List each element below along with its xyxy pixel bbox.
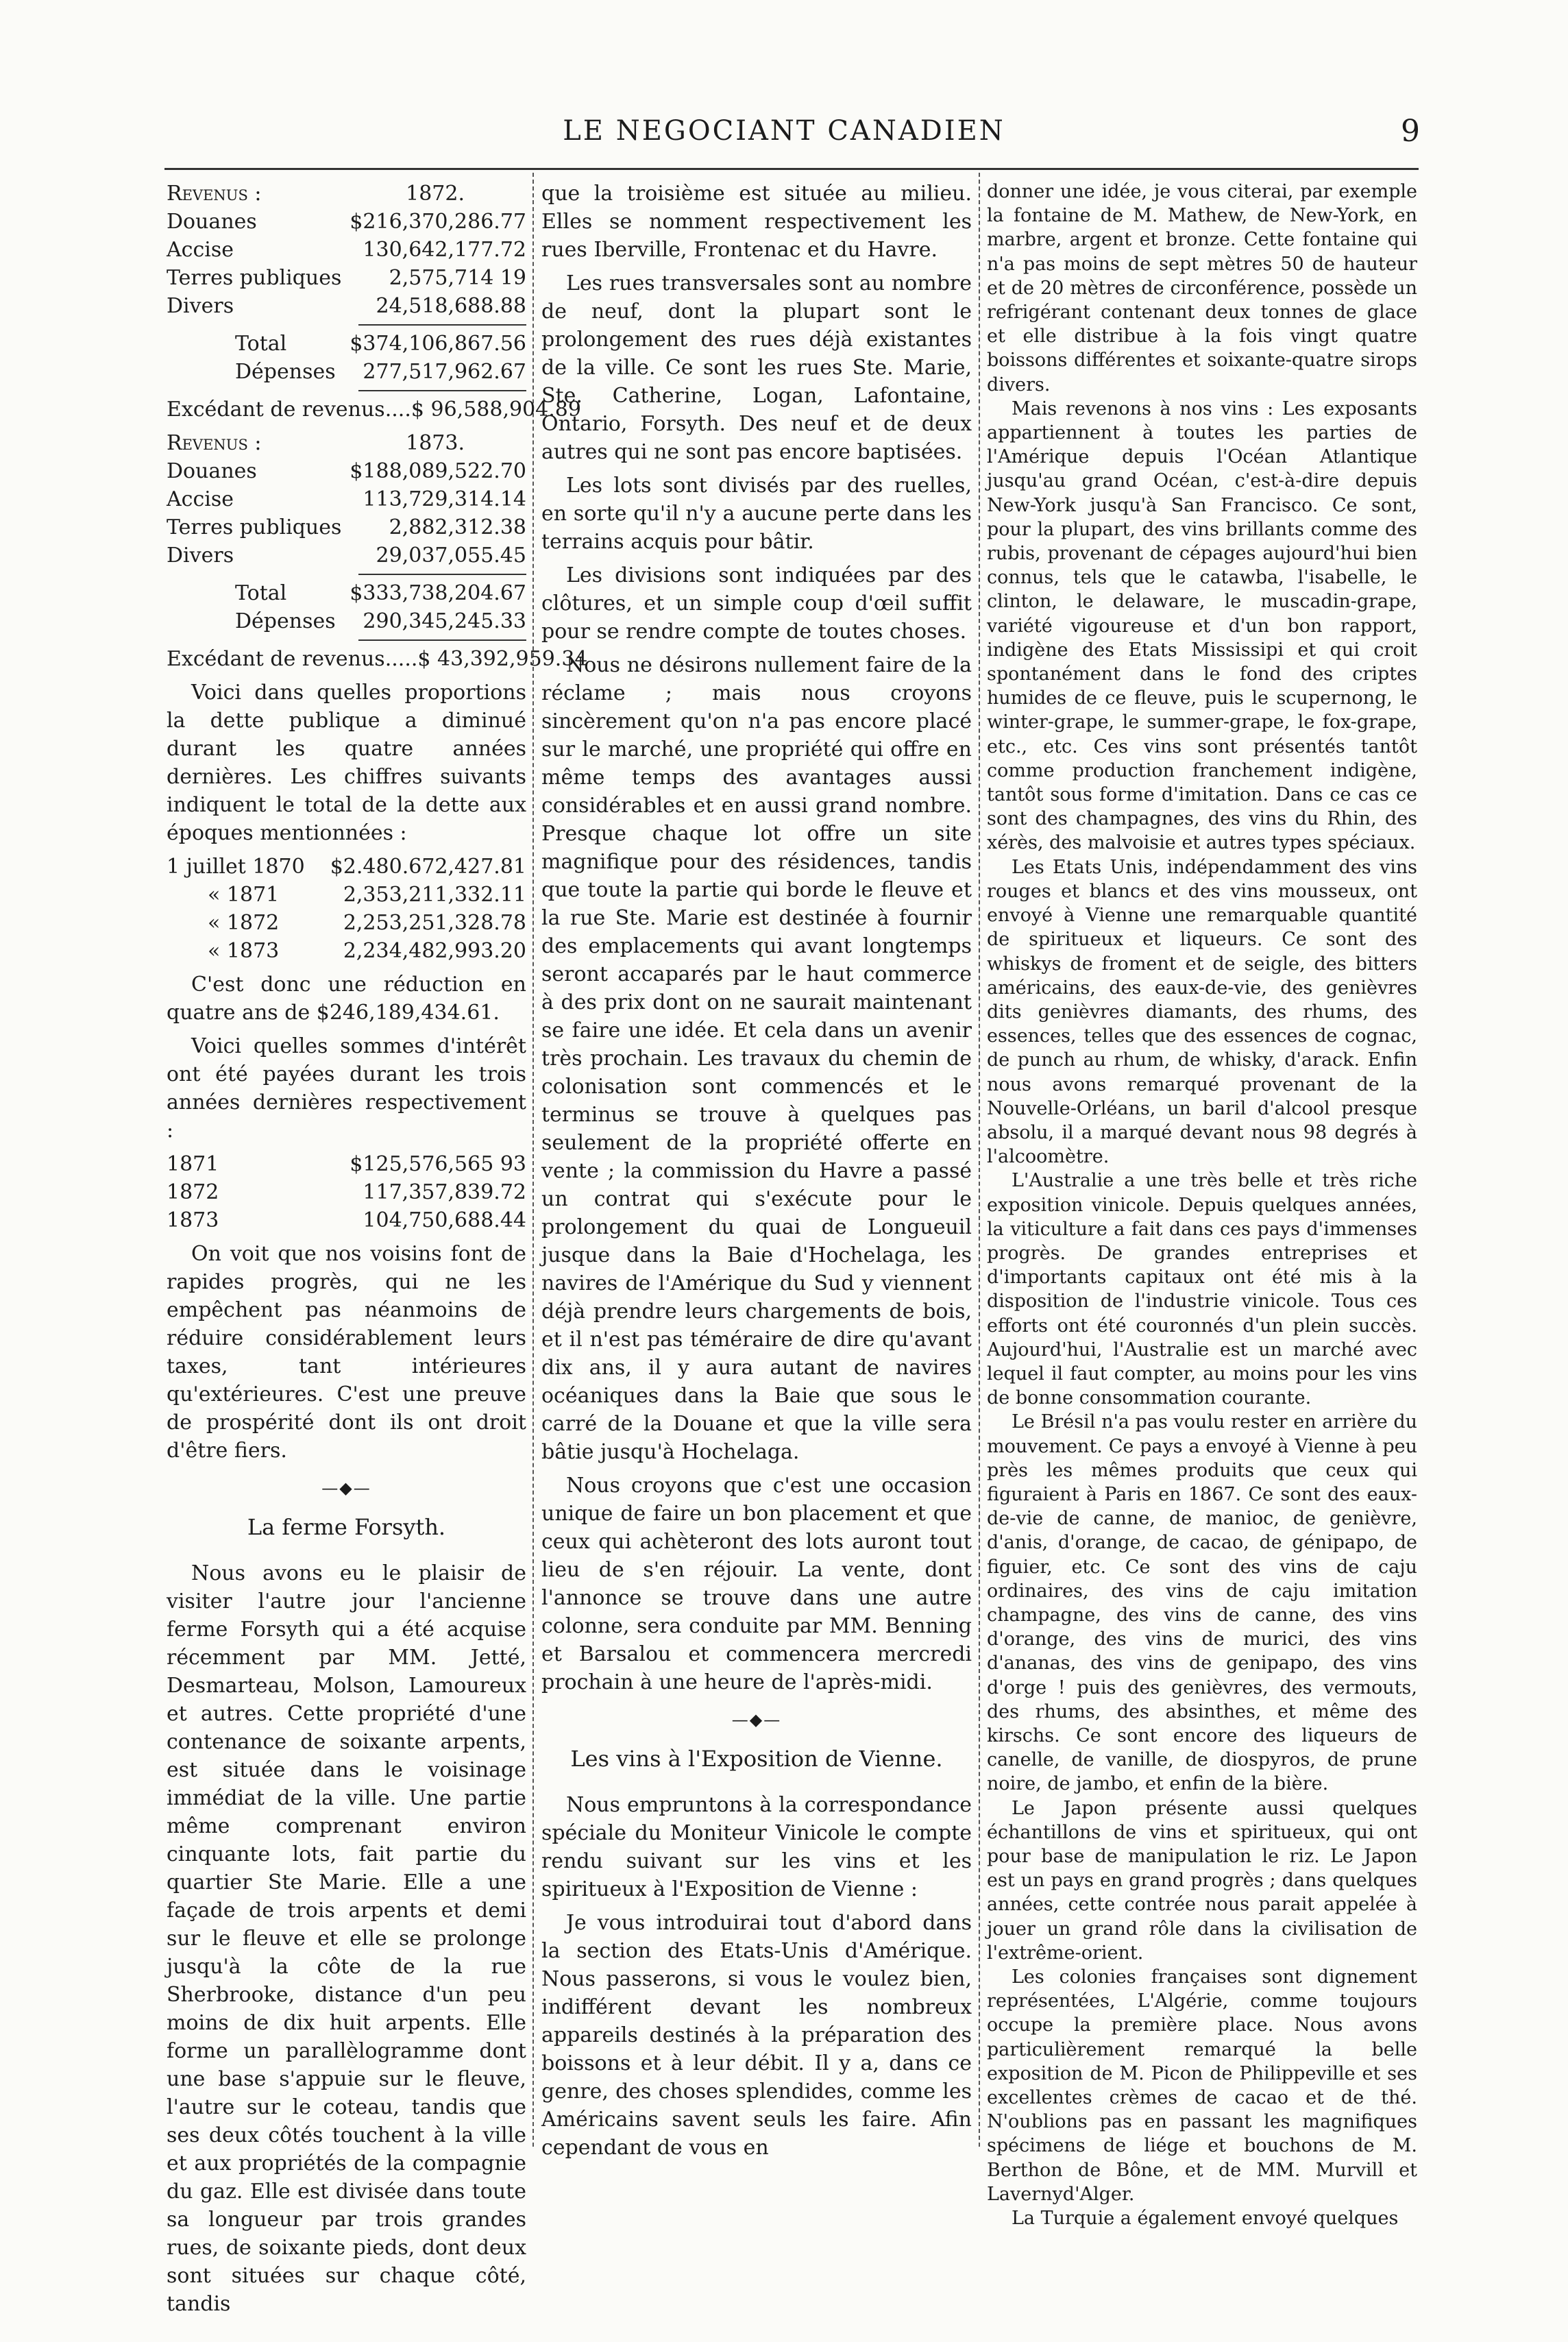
depenses-row: Dépenses 290,345,245.33 bbox=[235, 609, 526, 633]
vins-paragraph: Je vous introduirai tout d'abord dans la section des Etats-Unis d'Amérique. Nous passerons, si vous le voulez bien, indifférent devant les nombreux appareils destinés à la préparation des boissons et à leur débit. Il y a, dans ce genre, des choses splendides, comme les Américains savent seuls les faire. Afin cependant de vous en bbox=[541, 1911, 972, 2160]
revenus-label: Revenus : bbox=[167, 431, 262, 455]
masthead bbox=[0, 115, 1568, 156]
table-row: 1873 104,750,688.44 bbox=[167, 1208, 526, 1232]
header-rule bbox=[164, 168, 1419, 170]
dette-table bbox=[167, 853, 526, 965]
table-row: « 1872 2,253,251,328.78 bbox=[208, 911, 526, 935]
column-3 bbox=[987, 180, 1417, 2230]
section-ornament: —◆— bbox=[731, 1710, 782, 1729]
sum-rule bbox=[358, 324, 526, 326]
revenus-label: Revenus : bbox=[167, 182, 262, 206]
revenus-year: 1872. bbox=[406, 182, 465, 206]
sum-rule bbox=[358, 390, 526, 391]
revenus-1873-table bbox=[167, 429, 588, 673]
conclusion-text: On voit que nos voisins font de rapides progrès, qui ne les empêchent pas néanmoins de réduire considérablement leurs taxes, tant intérieures qu'extérieures. C'est une preuve de prospérité dont ils ont droit d'être fiers. bbox=[167, 1242, 526, 1463]
vins-paragraph: donner une idée, je vous citerai, par exemple la fontaine de M. Mathew, de New-York, en marbre, argent et bronze. Cette fontaine qui n'a pas moins de sept mètres 50 de hauteur et de 20 mètres de circonférence, possède un refrigérant contenant deux tonnes de glace et elle distribue à la fois vingt quatre boissons différentes et soixante-quatre sirops divers. bbox=[987, 181, 1417, 395]
table-row: Divers 24,518,688.88 bbox=[167, 294, 526, 318]
revenus-year: 1873. bbox=[406, 431, 465, 455]
vins-paragraph: Mais revenons à nos vins : Les exposants appartiennent à toutes les parties de l'Amérique depuis l'Océan Atlantique jusqu'au grand Océan, c'est-à-dire depuis New-York jusqu'à San Francisco. Ce sont, pour la plupart, des vins brillants comme des rubis, provenant de cépages aujourd'hui bien connus, tels que le catawba, l'isabelle, le clinton, le delaware, le muscadin-grape, variété vigoureuse et d'un bon rapport, indigène des Etats Mississipi et qui croit spontanément dans le fond des criptes humides de ce fleuve, puis le scupernong, le winter-grape, le summer-grape, le fox-grape, etc., etc. Ces vins sont présentés tantôt comme production franchement indigène, tantôt sous forme d'imitation. Dans ce cas ce sont des champagnes, des vins du Rhin, des xérès, des malvoisie et autres types spéciaux. bbox=[987, 398, 1417, 854]
vins-paragraph: Le Brésil n'a pas voulu rester en arrière du mouvement. Ce pays a envoyé à Vienne à peu près les mêmes produits que ceux qui figuraient à Paris en 1867. Ce sont des eaux-de-vie de canne, de manioc, de genièvre, d'anis, d'orange, de cacao, de génipapo, de figuier, etc. Ce sont des vins de caju ordinaires, des vins de caju imitation champagne, des vins de canne, des vins d'orange, des vins de murici, des vins d'ananas, des vins de genipapo, des vins d'orge ! puis des genièvres, des vermouts, des rhums, des absinthes, et même des kirschs. Ce sont encore des liqueurs de canelle, de vanille, de diospyros, de prune noire, de jambo, et enfin de la bière. bbox=[987, 1411, 1417, 1795]
reduction-text: C'est donc une réduction en quatre ans de $246,189,434.61. bbox=[167, 973, 526, 1025]
table-row: Divers 29,037,055.45 bbox=[167, 544, 526, 568]
table-row: « 1873 2,234,482,993.20 bbox=[208, 939, 526, 963]
vins-paragraph: Nous empruntons à la correspondance spéciale du Moniteur Vinicole le compte rendu suivant sur les vins et les spiritueux à l'Exposition de Vienne : bbox=[541, 1793, 972, 1901]
table-row: Accise 130,642,177.72 bbox=[167, 238, 526, 262]
interet-table bbox=[167, 1150, 526, 1234]
sum-rule bbox=[358, 574, 526, 575]
newspaper-title: LE NEGOCIANT CANADIEN bbox=[563, 115, 1005, 147]
vins-paragraph: Les Etats Unis, indépendamment des vins rouges et blancs et des vins mousseux, ont envoyé à Vienne une remarquable quantité de spiritueux et liqueurs. Ce sont des whiskys de froment et de seigle, des bitters américains, des eaux-de-vie, des genièvres dits genièvres diamants, des rhums, des essences, telles que des essences de cognac, de punch au rhum, de whisky, d'arack. Enfin nous avons remarqué provenant de la Nouvelle-Orléans, un baril d'alcool presque absolu, il a marqué devant nous 98 degrés à l'alcoomètre. bbox=[987, 856, 1417, 1168]
ferme-paragraph: Les divisions sont indiquées par des clôtures, et un simple coup d'œil suffit pour se rendre compte de toutes choses. bbox=[541, 563, 972, 644]
ferme-paragraph: Nous avons eu le plaisir de visiter l'autre jour l'ancienne ferme Forsyth qui a été acquise récemment par MM. Jetté, Desmarteau, Molson, Lamoureux et autres. Cette propriété d'une contenance de soixante arpents, est située dans le voisinage immédiat de la ville. Une partie même comprenant environ cinquante lots, fait partie du quartier Ste Marie. Elle a une façade de trois arpents et demi sur le fleuve et elle se prolonge jusqu'à la côte de la rue Sherbrooke, distance d'un peu moins de dix huit arpents. Elle forme un parallèlogramme dont une base s'appuie sur le fleuve, l'autre sur le coteau, tandis que ses deux côtés touchent à la ville et aux propriétés de la compagnie du gaz. Elle est divisée dans toute sa longueur par trois grandes rues, de soixante pieds, dont deux sont situées sur chaque côté, tandis bbox=[167, 1561, 526, 2316]
total-row: Total $374,106,867.56 bbox=[235, 332, 526, 356]
vins-paragraph: La Turquie a également envoyé quelques bbox=[1012, 2208, 1399, 2230]
dette-intro: Voici dans quelles proportions la dette publique a diminué durant les quatre années dernières. Les chiffres suivants indiquent le total de la dette aux époques mentionnées : bbox=[167, 681, 526, 845]
sum-rule bbox=[358, 639, 526, 641]
table-row: Terres publiques 2,882,312.38 bbox=[167, 515, 526, 539]
total-row: Total $333,738,204.67 bbox=[235, 581, 526, 605]
excedant-row: Excédant de revenus.... $ 96,588,904.89 bbox=[167, 398, 581, 422]
vins-heading: Les vins à l'Exposition de Vienne. bbox=[570, 1746, 943, 1772]
interet-intro: Voici quelles sommes d'intérêt ont été payées durant les trois années dernières respectivement : bbox=[167, 1034, 526, 1143]
table-row: Accise 113,729,314.14 bbox=[167, 487, 526, 511]
table-row: Douanes $188,089,522.70 bbox=[167, 459, 526, 483]
ferme-paragraph: Les rues transversales sont au nombre de neuf, dont la plupart sont le prolongement des rues déjà existantes de la ville. Ce sont les rues Ste. Marie, Ste. Catherine, Logan, Lafontaine, Ontario, Forsyth. Des neuf et de deux autres qui ne sont pas encore baptisées. bbox=[541, 271, 972, 464]
table-row: Douanes $216,370,286.77 bbox=[167, 210, 526, 234]
section-ornament: —◆— bbox=[321, 1478, 371, 1498]
column-2 bbox=[541, 180, 972, 2160]
revenus-1872-table bbox=[167, 180, 581, 424]
ferme-paragraph: que la troisième est située au milieu. Elles se nomment respectivement les rues Iberville, Frontenac et du Havre. bbox=[541, 182, 972, 262]
table-row: « 1871 2,353,211,332.11 bbox=[208, 883, 526, 907]
excedant-row: Excédant de revenus..... $ 43,392,959.34 bbox=[167, 647, 588, 671]
ferme-paragraph: Nous croyons que c'est une occasion unique de faire un bon placement et que ceux qui achèteront des lots auront tout lieu de s'en réjouir. La vente, dont l'annonce se trouve dans une autre colonne, sera conduite par MM. Benning et Barsalou et commencera mercredi prochain à une heure de l'après-midi. bbox=[541, 1474, 972, 1694]
vins-paragraph: Le Japon présente aussi quelques échantillons de vins et spiritueux, qui ont pour base de manipulation le riz. Le Japon est un pays en grand progrès ; dans quelques années, cette contrée nous parait appelée à jouer un grand rôle dans la civilisation de l'extrême-orient. bbox=[987, 1797, 1417, 1964]
depenses-row: Dépenses 277,517,962.67 bbox=[235, 360, 526, 384]
table-row: 1 juillet 1870 $2.480.672,427.81 bbox=[167, 855, 526, 879]
column-divider bbox=[532, 173, 534, 2147]
vins-paragraph: L'Australie a une très belle et très riche exposition vinicole. Depuis quelques années, la viticulture a fait dans ces pays d'immenses progrès. De grandes entreprises et d'importants capitaux ont été mis à la disposition de l'industrie vinicole. Tous ces efforts ont été couronnés d'un plein succès. Aujourd'hui, l'Australie est un marché avec lequel il faut compter, au moins pour les vins de bonne consommation courante. bbox=[987, 1170, 1417, 1409]
ferme-paragraph: Nous ne désirons nullement faire de la réclame ; mais nous croyons sincèrement qu'on n'a pas encore placé sur le marché, une propriété qui offre en même temps des avantages aussi considérables et en aussi grand nombre. Presque chaque lot offre un site magnifique pour des résidences, tandis que toute la partie qui borde le fleuve et la rue Ste. Marie est destinée à fournir des emplacements qui avant longtemps seront accaparés par le haut commerce à des prix dont on ne saurait maintenant se faire une idée. Et cela dans un avenir très prochain. Les travaux du chemin de colonisation sont commencés et le terminus se trouve à quelques pas seulement de la propriété offerte en vente ; la commission du Havre a passé un contrat qui s'exécute pour le prolongement du quai de Longueuil jusque dans la Baie d'Hochelaga, les navires de l'Amérique du Sud y viennent déjà prendre leurs chargements de bois, et il n'est pas téméraire de dire qu'avant dix ans, il y aura autant de navires océaniques dans la Baie que sous le carré de la Douane et que la ville sera bâtie jusqu'à Hochelaga. bbox=[541, 653, 972, 1464]
ferme-heading: La ferme Forsyth. bbox=[247, 1514, 446, 1540]
table-row: 1872 117,357,839.72 bbox=[167, 1180, 526, 1204]
column-1 bbox=[167, 180, 588, 2316]
ferme-paragraph: Les lots sont divisés par des ruelles, en sorte qu'il n'y a aucune perte dans les terrains acquis pour bâtir. bbox=[541, 474, 972, 554]
vins-paragraph: Les colonies françaises sont dignement représentées, L'Algérie, comme toujours occupe la première place. Nous avons particulièrement remarqué la belle exposition de M. Picon de Philippeville et ses excellentes crèmes de cacao et de thé. N'oublions pas en passant les magnifiques spécimens de liége et bouchons de M. Berthon de Bône, et de MM. Murvill et Lavernyd'Alger. bbox=[987, 1966, 1417, 2205]
table-row: Terres publiques 2,575,714 19 bbox=[167, 266, 526, 290]
column-divider bbox=[979, 173, 980, 2147]
table-row: 1871 $125,576,565 93 bbox=[167, 1152, 526, 1176]
page-number: 9 bbox=[1401, 114, 1420, 149]
